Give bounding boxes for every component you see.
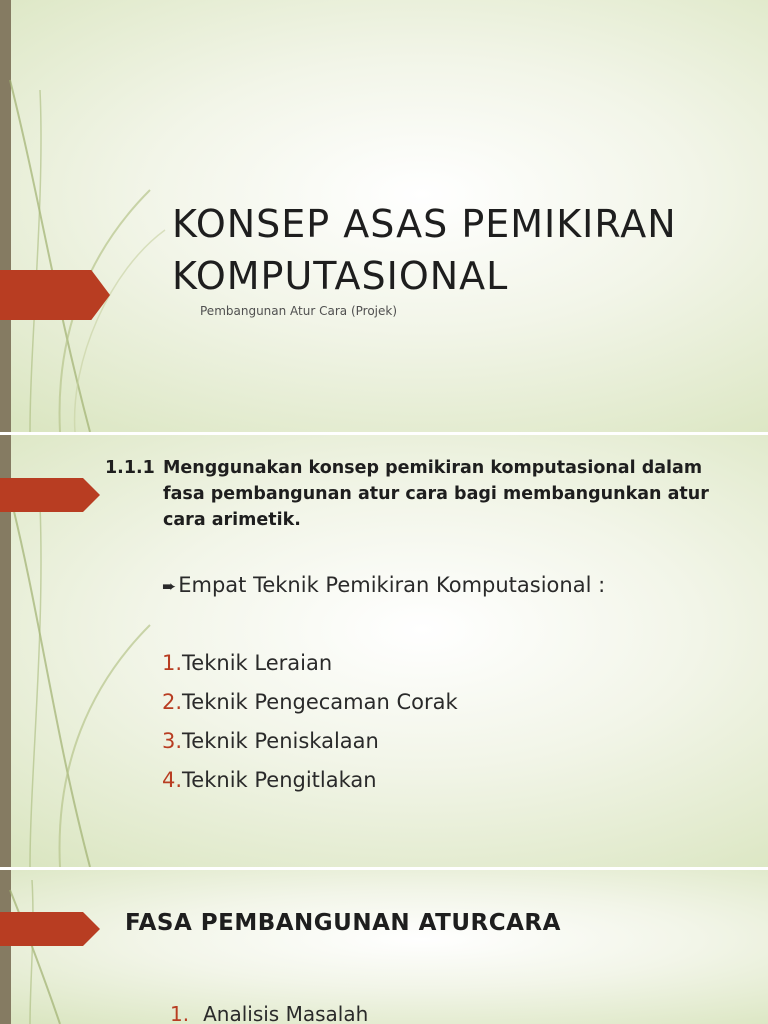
- list-item: [162, 729, 379, 753]
- list-label: Teknik Pengecaman Corak: [182, 690, 458, 714]
- list-number: 4.: [162, 768, 183, 792]
- list-label: Analisis Masalah: [203, 1002, 369, 1024]
- slide-title: FASA PEMBANGUNAN ATURCARA: [125, 910, 561, 936]
- bullet-text: Empat Teknik Pemikiran Komputasional :: [178, 573, 606, 597]
- list-item: [162, 651, 332, 675]
- accent-arrow: [0, 912, 100, 946]
- title-line-2: KOMPUTASIONAL: [172, 254, 509, 298]
- slide-title: [172, 198, 742, 302]
- list-item: [162, 690, 458, 714]
- bullet-item: [162, 573, 605, 597]
- slide-2: [0, 435, 768, 867]
- title-line-1: KONSEP ASAS PEMIKIRAN: [172, 202, 677, 246]
- arrow-bullet-icon: ➨: [162, 577, 177, 597]
- accent-arrow: [0, 270, 110, 320]
- slide-subtitle: Pembangunan Atur Cara (Projek): [200, 304, 398, 318]
- decorative-swirl: [0, 0, 200, 432]
- list-label: Teknik Leraian: [182, 651, 333, 675]
- list-number: 1.: [170, 1002, 190, 1024]
- objective-text: Menggunakan konsep pemikiran komputasional dalam fasa pembangunan atur cara bagi membangunkan atur cara arimetik.: [163, 458, 709, 530]
- list-number: 3.: [162, 729, 183, 753]
- list-number: 2.: [162, 690, 183, 714]
- accent-arrow: [0, 478, 100, 512]
- list-label: Teknik Peniskalaan: [182, 729, 379, 753]
- objective-number: 1.1.1: [105, 458, 155, 478]
- list-number: 1.: [162, 651, 183, 675]
- list-label: Teknik Pengitlakan: [182, 768, 377, 792]
- list-item: [162, 768, 377, 792]
- learning-objective: [105, 455, 725, 533]
- list-item: [170, 1002, 368, 1024]
- decorative-swirl: [0, 870, 200, 1024]
- slide-3: [0, 870, 768, 1024]
- slide-1: [0, 0, 768, 432]
